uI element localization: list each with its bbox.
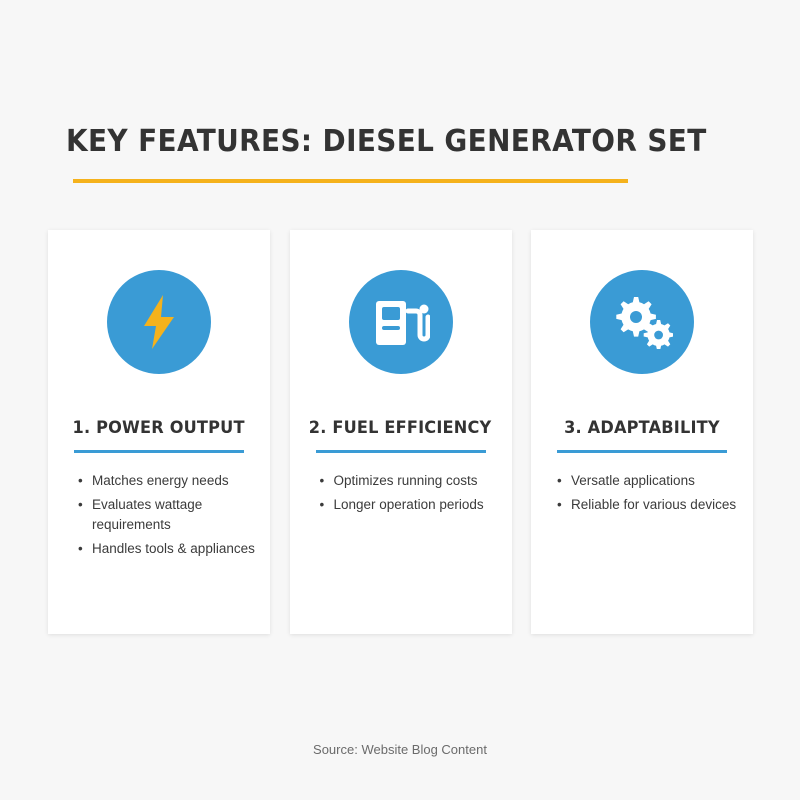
header bbox=[48, 118, 707, 183]
title-underline bbox=[73, 179, 628, 183]
source-caption: Source: Website Blog Content bbox=[313, 742, 487, 757]
bullet-list bbox=[306, 471, 510, 519]
icon-badge bbox=[107, 270, 211, 374]
page-title: KEY FEATURES: DIESEL GENERATOR SET bbox=[66, 124, 707, 159]
fuel-pump-icon bbox=[372, 295, 430, 349]
list-item: • Evaluates wattage requirements bbox=[78, 495, 268, 535]
header-row bbox=[48, 118, 707, 166]
lightning-bolt-icon bbox=[136, 293, 182, 351]
list-item: • Versatle applications bbox=[557, 471, 747, 491]
bullet-list bbox=[547, 471, 747, 519]
list-item: • Reliable for various devices bbox=[557, 495, 747, 515]
icon-badge bbox=[590, 270, 694, 374]
list-item: • Optimizes running costs bbox=[320, 471, 510, 491]
feature-card-power-output bbox=[48, 230, 270, 634]
gears-icon bbox=[611, 295, 673, 349]
card-rule bbox=[74, 450, 244, 453]
feature-card-adaptability bbox=[531, 230, 753, 634]
feature-cards bbox=[48, 230, 753, 634]
card-rule bbox=[557, 450, 727, 453]
bullet-list bbox=[64, 471, 268, 563]
icon-badge bbox=[349, 270, 453, 374]
card-rule bbox=[316, 450, 486, 453]
list-item: • Longer operation periods bbox=[320, 495, 510, 515]
card-title: 2. FUEL EFFICIENCY bbox=[309, 418, 492, 438]
feature-card-fuel-efficiency bbox=[290, 230, 512, 634]
list-item: • Matches energy needs bbox=[78, 471, 268, 491]
card-title: 1. POWER OUTPUT bbox=[72, 418, 246, 438]
list-item: • Handles tools & appliances bbox=[78, 539, 268, 559]
card-title: 3. ADAPTABILITY bbox=[564, 418, 720, 438]
